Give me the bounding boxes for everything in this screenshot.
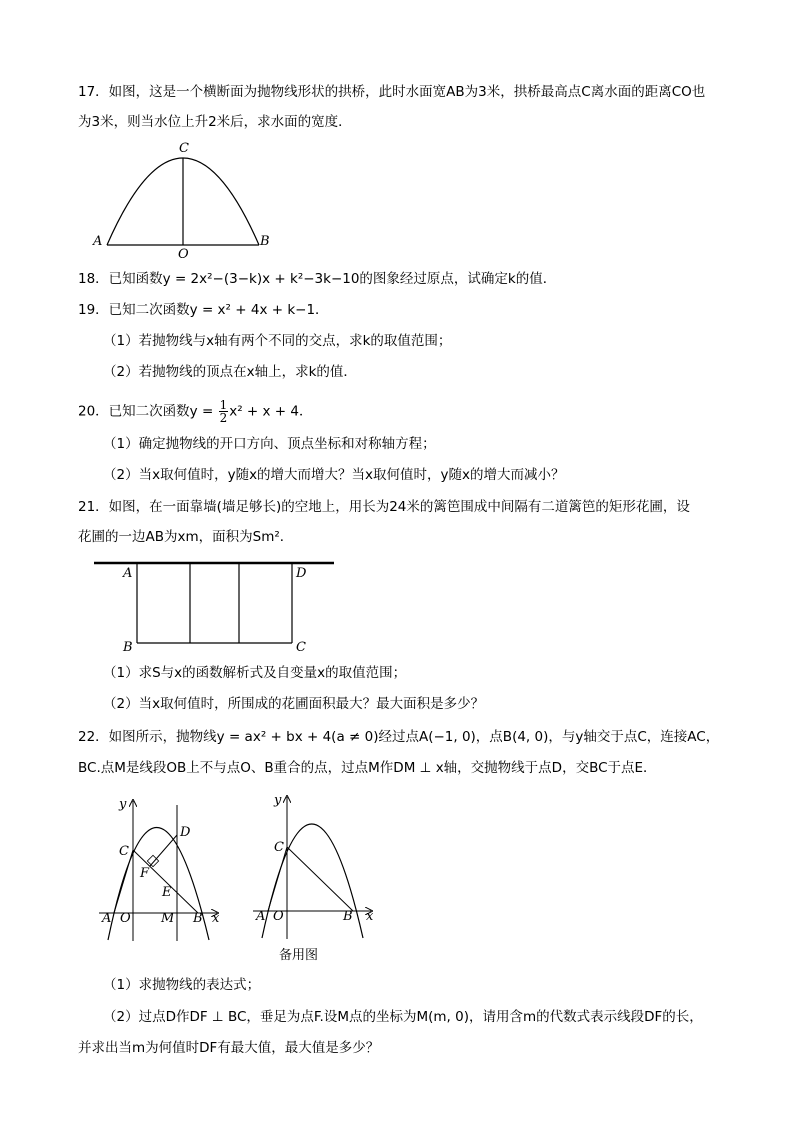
q20-suffix: x² + x + 4．	[229, 403, 313, 420]
q20-text	[78, 399, 312, 424]
label-c: C	[179, 141, 189, 156]
q20-prefix: 20．已知二次函数y =	[78, 403, 218, 420]
label-x: x	[212, 911, 220, 926]
label-c: C	[296, 640, 306, 655]
label-b: B	[123, 640, 133, 655]
label-a: A	[102, 911, 112, 926]
parabola-figure-spare	[247, 793, 387, 968]
label-x: x	[366, 909, 374, 924]
label-c: C	[119, 844, 129, 859]
label-f: F	[140, 866, 150, 881]
label-a: A	[123, 566, 133, 581]
fraction-denominator: 2	[219, 411, 228, 425]
label-c: C	[274, 840, 284, 855]
q21-part2: （2）当x取何值时，所围成的花圃面积最大？最大面积是多少？	[103, 696, 485, 712]
q17-line2: 为3米，则当水位上升2米后，求水面的宽度．	[78, 114, 352, 130]
q22-part1: （1）求抛物线的表达式；	[103, 977, 261, 993]
q21-line1: 21．如图，在一面靠墙(墙足够长)的空地上，用长为24米的篱笆围成中间隔有二道篱笆的矩形花圃，设	[78, 499, 690, 515]
label-b: B	[193, 911, 203, 926]
arch-bridge-figure	[90, 138, 290, 262]
label-d: D	[296, 566, 307, 581]
q18-text: 18．已知函数y = 2x²−(3−k)x + k²−3k−10的图象经过原点，试确定k的值．	[78, 271, 557, 287]
spare-figure-caption: 备用图	[279, 948, 319, 963]
q20-part1: （1）确定抛物线的开口方向、顶点坐标和对称轴方程；	[103, 436, 436, 452]
label-m: M	[161, 911, 175, 926]
q19-part2: （2）若抛物线的顶点在x轴上，求k的值．	[103, 364, 357, 380]
label-a: A	[256, 909, 266, 924]
q17-line1: 17．如图，这是一个横断面为抛物线形状的拱桥，此时水面宽AB为3米，拱桥最高点C离水面的距离CO也	[78, 84, 706, 100]
label-a: A	[93, 234, 103, 249]
line-cb	[287, 847, 353, 911]
garden-fence-figure	[90, 558, 340, 658]
q20-part2: （2）当x取何值时，y随x的增大而增大？当x取何值时，y随x的增大而减小？	[103, 467, 565, 483]
q21-line2: 花圃的一边AB为xm，面积为Sm²．	[78, 529, 294, 545]
q22-part2-cont: 并求出当m为何值时DF有最大值，最大值是多少？	[78, 1040, 380, 1056]
label-y: y	[119, 797, 127, 812]
label-b: B	[260, 234, 270, 249]
label-y: y	[274, 793, 282, 808]
q22-line1: 22．如图所示，抛物线y = ax² + bx + 4(a ≠ 0)经过点A(−1, 0)，点B(4, 0)，与y轴交于点C，连接AC，	[78, 729, 720, 745]
fraction-numerator: 1	[219, 398, 228, 412]
line-ac	[114, 850, 133, 913]
label-e: E	[162, 885, 172, 900]
fraction-one-half	[219, 399, 229, 424]
line-df	[150, 835, 177, 866]
label-o: O	[273, 909, 284, 924]
line-cb	[133, 850, 198, 913]
line-ac	[268, 847, 287, 911]
q19-text: 19．已知二次函数y = x² + 4x + k−1．	[78, 302, 329, 318]
label-d: D	[180, 825, 191, 840]
q21-part1: （1）求S与x的函数解析式及自变量x的取值范围；	[103, 665, 407, 681]
q19-part1: （1）若抛物线与x轴有两个不同的交点，求k的取值范围；	[103, 333, 452, 349]
label-b: B	[343, 909, 353, 924]
label-o: O	[120, 911, 131, 926]
label-o: O	[178, 247, 189, 262]
q22-part2: （2）过点D作DF ⊥ BC，垂足为点F.设M点的坐标为M(m, 0)，请用含m的代数式表示线段DF的长，	[103, 1009, 703, 1025]
parabola-figure-main	[95, 795, 235, 945]
q22-line2: BC.点M是线段OB上不与点O、B重合的点，过点M作DM ⊥ x轴，交抛物线于点D，交BC于点E．	[78, 760, 657, 776]
